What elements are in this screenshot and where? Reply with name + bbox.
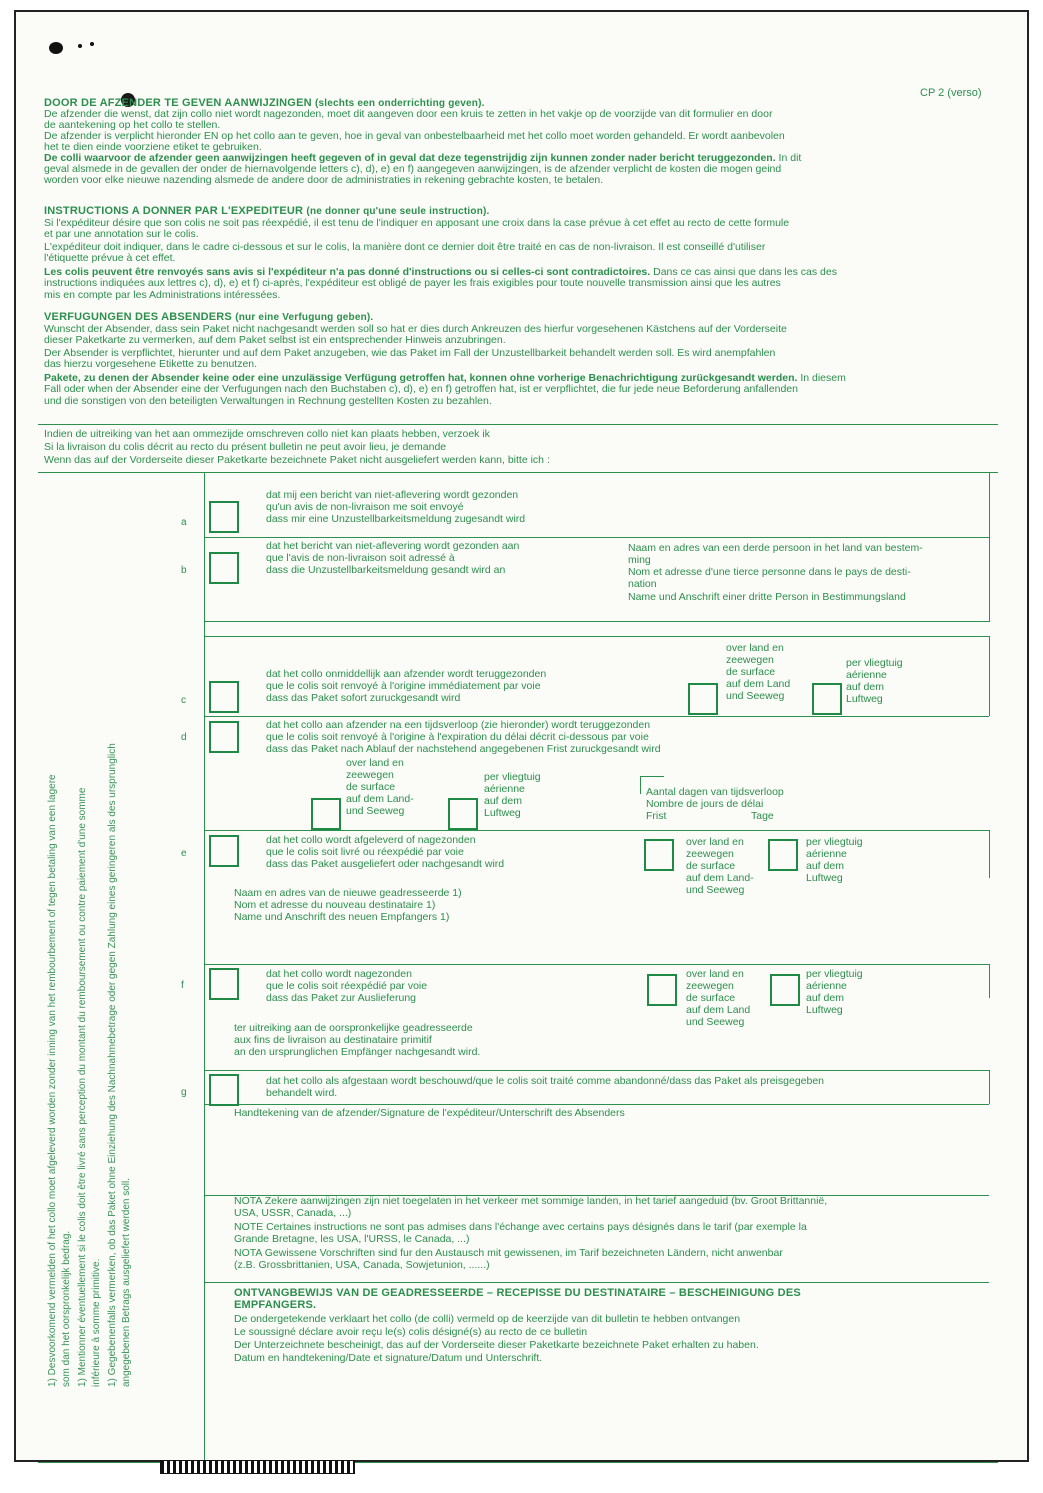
option-a-text: dass mir eine Unzustellbarkeitsmeldung zugesandt wird — [266, 513, 526, 525]
nl-heading: DOOR DE AFZENDER TE GEVEN AANWIJZINGEN — [44, 97, 312, 109]
air-label: per vliegtuig — [484, 771, 541, 783]
ink-dot — [90, 42, 94, 46]
third-person-label: ming — [628, 554, 651, 566]
side-note: 1) Desvoorkomend vermelden of het collo moet afgeleverd worden zonder inning van het rembourbement of tegen betaling van een lagere — [47, 774, 58, 1387]
nl-line: De afzender is verplicht hieronder EN op het collo aan te geven, hoe in geval van onbestelbaarheid met het collo moet worden gehandeld. Er wordt aanbevolen — [44, 130, 785, 142]
nl-line: worden voor elke nieuwe nazending alsmede de andere door de administraties in rekening gebrachte kosten, te betalen. — [44, 174, 604, 186]
nl-bold-rest: In dit — [775, 152, 802, 164]
row-divider — [204, 964, 989, 965]
option-e-surface-checkbox[interactable] — [644, 839, 674, 871]
side-note: 1) Gegebenenfalls vermerken, ob das Paket ohne Einziehung des Nachnahmebetrage oder gegen Zahlung eines geringeren als des ursprunglich — [107, 743, 118, 1387]
fr-line: mis en compte par les Administrations intéressées. — [44, 289, 281, 301]
surface-label: zeewegen — [726, 654, 774, 666]
frist-label: Frist — [646, 810, 667, 822]
receipt-line: Datum en handtekening/Date et signature/Datum und Unterschrift. — [234, 1352, 543, 1364]
frame-right — [989, 636, 990, 716]
fr-bold-rest: Dans ce cas ainsi que dans les cas des — [650, 266, 837, 278]
de-line: das hierzu vorgesehene Etikette zu benutzen. — [44, 358, 258, 370]
fr-heading-note: (ne donner qu'une seule instruction). — [306, 206, 490, 217]
option-c-text: que le colis soit renvoyé à l'origine immédiatement par voie — [266, 680, 541, 692]
surface-label: und Seeweg — [686, 1016, 745, 1028]
third-person-label: Name und Anschrift einer dritte Person in Bestimmungsland — [628, 591, 906, 603]
stamp-perforation — [160, 1460, 355, 1474]
fr-line: instructions indiquées aux lettres c), d), e) et f) ci-après, l'expéditeur est obligé de payer les frais exigibles pour toute nouvelle transmission ainsi que les autres — [44, 277, 781, 289]
divider — [38, 424, 998, 425]
surface-label: und Seeweg — [726, 690, 785, 702]
fr-line: L'expéditeur doit indiquer, dans le cadre ci-dessous et sur le colis, la manière dont ce dernier doit être traité en cas de non-livraison. Il est conseillé d'utiliser — [44, 241, 766, 253]
de-line: Der Absender is verpflichtet, hierunter und auf dem Paket anzugeben, wie das Paket im Fall der Unzustellbarkeit behandelt werden soll. Es wird anempfahlen — [44, 347, 776, 359]
option-d-surface-checkbox[interactable] — [311, 798, 341, 830]
option-g-text: dat het collo als afgestaan wordt beschouwd/que le colis soit traité comme abandonné/dass das Paket als preisgegeben — [266, 1075, 825, 1087]
receipt-heading: ONTVANGBEWIJS VAN DE GEADRESSEERDE – RECEPISSE DU DESTINATAIRE – BESCHEINIGUNG DES — [234, 1287, 801, 1299]
option-f-checkbox[interactable] — [209, 968, 239, 1000]
option-c-text: dat het collo onmiddellijk aan afzender wordt teruggezonden — [266, 668, 547, 680]
ink-dot — [78, 44, 82, 48]
surface-label: over land en — [686, 968, 744, 980]
option-letter: b — [181, 565, 187, 576]
receipt-line: Le soussigné déclare avoir reçu le(s) colis désigné(s) au recto de ce bulletin — [234, 1326, 588, 1338]
surface-label: over land en — [686, 836, 744, 848]
fr-heading: INSTRUCTIONS A DONNER PAR L'EXPEDITEUR — [44, 205, 304, 217]
surface-label: zeewegen — [346, 769, 394, 781]
option-f-text: dat het collo wordt nagezonden — [266, 968, 412, 980]
row-divider — [204, 537, 989, 538]
new-addressee-label: Nom et adresse du nouveau destinataire 1) — [234, 899, 436, 911]
option-letter: f — [181, 980, 184, 991]
original-addressee-text: an den ursprunglichen Empfänger nachgesandt wird. — [234, 1046, 481, 1058]
air-label: Luftweg — [846, 693, 883, 705]
signature-field[interactable] — [216, 1122, 976, 1190]
air-label: per vliegtuig — [806, 836, 863, 848]
air-label: auf dem — [484, 795, 522, 807]
new-addressee-label: Naam en adres van de nieuwe geadresseerde 1) — [234, 887, 462, 899]
option-a-checkbox[interactable] — [209, 501, 239, 533]
option-c-surface-checkbox[interactable] — [688, 683, 718, 715]
option-a-text: qu'un avis de non-livraison me soit envoyé — [266, 501, 464, 513]
days-label: Nombre de jours de délai — [646, 798, 764, 810]
surface-label: zeewegen — [686, 980, 734, 992]
frame-right — [989, 830, 990, 878]
new-addressee-label: Name und Anschrift des neuen Empfangers 1) — [234, 911, 450, 923]
option-d-checkbox[interactable] — [209, 721, 239, 753]
fr-bold-lead: Les colis peuvent être renvoyés sans avis si l'expéditeur n'a pas donné d'instructions ou si celles-ci sont contradictoires. — [44, 266, 651, 278]
form-code: CP 2 (verso) — [920, 87, 982, 99]
surface-label: auf dem Land — [686, 1004, 751, 1016]
form-sheet — [14, 10, 1029, 1462]
de-line: Wunscht der Absender, dass sein Paket nicht nachgesandt werden soll so hat er dies durch Ankreuzen des hierfur vorgesehenen Kästchens auf der Vorderseite — [44, 323, 787, 335]
air-label: aérienne — [484, 783, 525, 795]
nota-line: USA, USSR, Canada, ...) — [234, 1207, 352, 1219]
air-label: Luftweg — [484, 807, 521, 819]
third-person-label: nation — [628, 578, 657, 590]
de-bold-rest: In diesem — [797, 372, 846, 384]
nota-line: (z.B. Grossbrittanien, USA, Canada, Sowjetunion, ......) — [234, 1259, 490, 1271]
de-bold-lead: Pakete, zu denen der Absender keine oder eine unzulässige Verfügung getroffen hat, konnen ohne vorherige Benachrichtigung zurückgesandt werden. — [44, 372, 798, 384]
option-e-text: que le colis soit livré ou réexpédié par voie — [266, 846, 464, 858]
option-f-text: dass das Paket zur Auslieferung — [266, 992, 417, 1004]
air-label: aérienne — [846, 669, 887, 681]
intro-line: Indien de uitreiking van het aan ommezijde omschreven collo niet kan plaats hebben, verzoek ik — [44, 428, 490, 440]
surface-label: over land en — [346, 757, 404, 769]
row-divider — [204, 830, 989, 831]
option-letter: d — [181, 732, 187, 743]
option-d-text: dass das Paket nach Ablauf der nachstehend angegebenen Frist zuruckgesandt wird — [266, 743, 661, 755]
frame-right — [989, 472, 990, 622]
nl-line: de aantekening op het collo te stellen. — [44, 119, 221, 131]
air-label: per vliegtuig — [806, 968, 863, 980]
original-addressee-text: aux fins de livraison au destinataire primitif — [234, 1034, 432, 1046]
surface-label: de surface — [686, 860, 736, 872]
air-label: auf dem — [806, 992, 844, 1004]
surface-label: zeewegen — [686, 848, 734, 860]
frame-right — [989, 1070, 990, 1104]
option-e-text: dat het collo wordt afgeleverd of nagezonden — [266, 834, 476, 846]
nl-line: De afzender die wenst, dat zijn collo niet wordt nagezonden, moet dit aangeven door een kruis te zetten in het vakje op de voorzijde van dit formulier en door — [44, 108, 773, 120]
option-letter: g — [181, 1087, 187, 1098]
side-note: inférieure à somme primitive. — [91, 1258, 102, 1387]
de-heading: VERFUGUNGEN DES ABSENDERS — [44, 311, 232, 323]
ink-blot — [49, 42, 63, 54]
option-letter: c — [181, 695, 186, 706]
nl-bold-lead: De colli waarvoor de afzender geen aanwijzingen heeft gegeven of in geval dat deze tegenstrijdig zijn kunnen zonder nader bericht teruggezonden. — [44, 152, 776, 164]
receipt-heading: EMPFANGERS. — [234, 1299, 317, 1311]
third-person-label: Naam en adres van een derde persoon in het land van bestem- — [628, 542, 923, 554]
option-d-text: que le colis soit renvoyé à l'origine à l'expiration du délai décrit ci-dessous par voie — [266, 731, 649, 743]
surface-label: de surface — [726, 666, 776, 678]
option-c-text: dass das Paket sofort zuruckgesandt wird — [266, 692, 461, 704]
option-letter: e — [181, 848, 187, 859]
nl-line: geval alsmede in de gevallen der onder de hiernavolgende letters c), d), e) en f) aangegeven aanwijzingen, is de afzender verplicht de kosten die mogen geind — [44, 163, 782, 175]
side-note: 1) Mentionner éventuellement si le colis doit être livré sans perception du montant du remboursement ou contre paiement d'une somme — [77, 787, 88, 1387]
receipt-line: De ondergetekende verklaart het collo (de colli) vermeld op de keerzijde van dit bulletin te hebben ontvangen — [234, 1313, 741, 1325]
frame-top — [38, 472, 998, 473]
option-e-text: dass das Paket ausgeliefert oder nachgesandt wird — [266, 858, 505, 870]
fr-line: et par une annotation sur le colis. — [44, 228, 199, 240]
option-e-air-checkbox[interactable] — [768, 839, 798, 871]
air-label: Luftweg — [806, 1004, 843, 1016]
air-label: aérienne — [806, 980, 847, 992]
option-e-checkbox[interactable] — [209, 835, 239, 867]
side-note: som dan het oorspronkelijk bedrag. — [61, 1230, 72, 1387]
option-f-surface-checkbox[interactable] — [647, 974, 677, 1006]
fr-line: Si l'expéditeur désire que son colis ne soit pas réexpédié, il est tenu de l'indiquer en apposant une croix dans la case prévue à cet effet au recto de cette formule — [44, 217, 790, 229]
nota-line: NOTA Zekere aanwijzingen zijn niet toegelaten in het verkeer met sommige landen, in het tarief aangeduid (bv. Groot Brittannië, — [234, 1195, 828, 1207]
option-b-text: dat het bericht van niet-aflevering wordt gezonden aan — [266, 540, 520, 552]
intro-line: Si la livraison du colis décrit au recto du présent bulletin ne peut avoir lieu, je demande — [44, 441, 447, 453]
surface-label: de surface — [346, 781, 396, 793]
air-label: aérienne — [806, 848, 847, 860]
air-label: per vliegtuig — [846, 657, 903, 669]
row-divider — [204, 716, 989, 717]
option-c-checkbox[interactable] — [209, 681, 239, 713]
surface-label: und Seeweg — [346, 805, 405, 817]
row-divider — [204, 1104, 989, 1105]
surface-label: auf dem Land — [726, 678, 791, 690]
option-b-text: dass die Unzustellbarkeitsmeldung gesandt wird an — [266, 564, 506, 576]
surface-label: auf dem Land- — [346, 793, 414, 805]
row-divider — [204, 1282, 989, 1283]
signature-label: Handtekening van de afzender/Signature de l'expéditeur/Unterschrift des Absenders — [234, 1107, 625, 1119]
de-line: Fall oder when der Absender eine der Verfugungen nach den Buchstaben c), d), e) en f) getroffen hat, ist er verpflichtet, die fur jede neue Beforderung anfallenden — [44, 383, 798, 395]
original-addressee-text: ter uitreiking aan de oorspronkelijke geadresseerde — [234, 1022, 473, 1034]
surface-label: auf dem Land- — [686, 872, 754, 884]
nota-line: Grande Bretagne, les USA, l'URSS, le Canada, ...) — [234, 1233, 470, 1245]
option-d-air-checkbox[interactable] — [448, 798, 478, 830]
row-divider — [204, 1070, 989, 1071]
frame-right — [989, 964, 990, 998]
option-b-text: que l'avis de non-livraison soit adressé à — [266, 552, 455, 564]
de-heading-note: (nur eine Verfugung geben). — [235, 312, 374, 323]
nl-line: het te dien einde voorziene etiket te gebruiken. — [44, 141, 262, 153]
option-g-checkbox[interactable] — [209, 1074, 239, 1106]
days-field-corner — [640, 776, 641, 794]
third-person-label: Nom et adresse d'une tierce personne dans le pays de desti- — [628, 566, 911, 578]
option-f-air-checkbox[interactable] — [770, 974, 800, 1006]
option-a-text: dat mij een bericht van niet-aflevering wordt gezonden — [266, 489, 519, 501]
de-line: dieser Paketkarte zu vermerken, auf dem Paket selbst ist ein entsprechender Hinweis anzubringen. — [44, 334, 506, 346]
nl-heading-note: (slechts een onderrichting geven). — [315, 98, 485, 109]
days-field-corner — [640, 776, 664, 777]
surface-label: und Seeweg — [686, 884, 745, 896]
nota-line: NOTE Certaines instructions ne sont pas admises dans l'échange avec certains pays désignés dans le tarif (par exemple la — [234, 1221, 807, 1233]
side-note: angegebenen Betrags ausgeliefert werden soll. — [121, 1177, 132, 1387]
option-f-text: que le colis soit réexpédié par voie — [266, 980, 428, 992]
surface-label: over land en — [726, 642, 784, 654]
nota-line: NOTA Gewissene Vorschriften sind fur den Austausch mit gewissenen, im Tarif bezeichneten Ländern, nicht anwenbar — [234, 1247, 783, 1259]
tage-label: Tage — [751, 810, 774, 822]
row-divider — [204, 621, 989, 622]
option-b-checkbox[interactable] — [209, 552, 239, 584]
air-label: Luftweg — [806, 872, 843, 884]
option-letter: a — [181, 517, 187, 528]
fr-line: l'étiquette prévue à cet effet. — [44, 252, 176, 264]
option-g-text: behandelt wird. — [266, 1087, 338, 1099]
de-line: und die sonstigen von den beteiligten Verwaltungen in Rechnung gestellten Kosten zu bezahlen. — [44, 395, 492, 407]
option-c-air-checkbox[interactable] — [812, 683, 842, 715]
option-d-text: dat het collo aan afzender na een tijdsverloop (zie hieronder) wordt teruggezonden — [266, 719, 651, 731]
row-divider — [204, 636, 989, 637]
air-label: auf dem — [806, 860, 844, 872]
air-label: auf dem — [846, 681, 884, 693]
intro-line: Wenn das auf der Vorderseite dieser Paketkarte bezeichnete Paket nicht ausgeliefert werden kann, bitte ich : — [44, 454, 550, 466]
surface-label: de surface — [686, 992, 736, 1004]
days-label: Aantal dagen van tijdsverloop — [646, 786, 784, 798]
receipt-line: Der Unterzeichnete bescheinigt, das auf der Vorderseite dieser Paketkarte bezeichnete Paket erhalten zu haben. — [234, 1339, 759, 1351]
